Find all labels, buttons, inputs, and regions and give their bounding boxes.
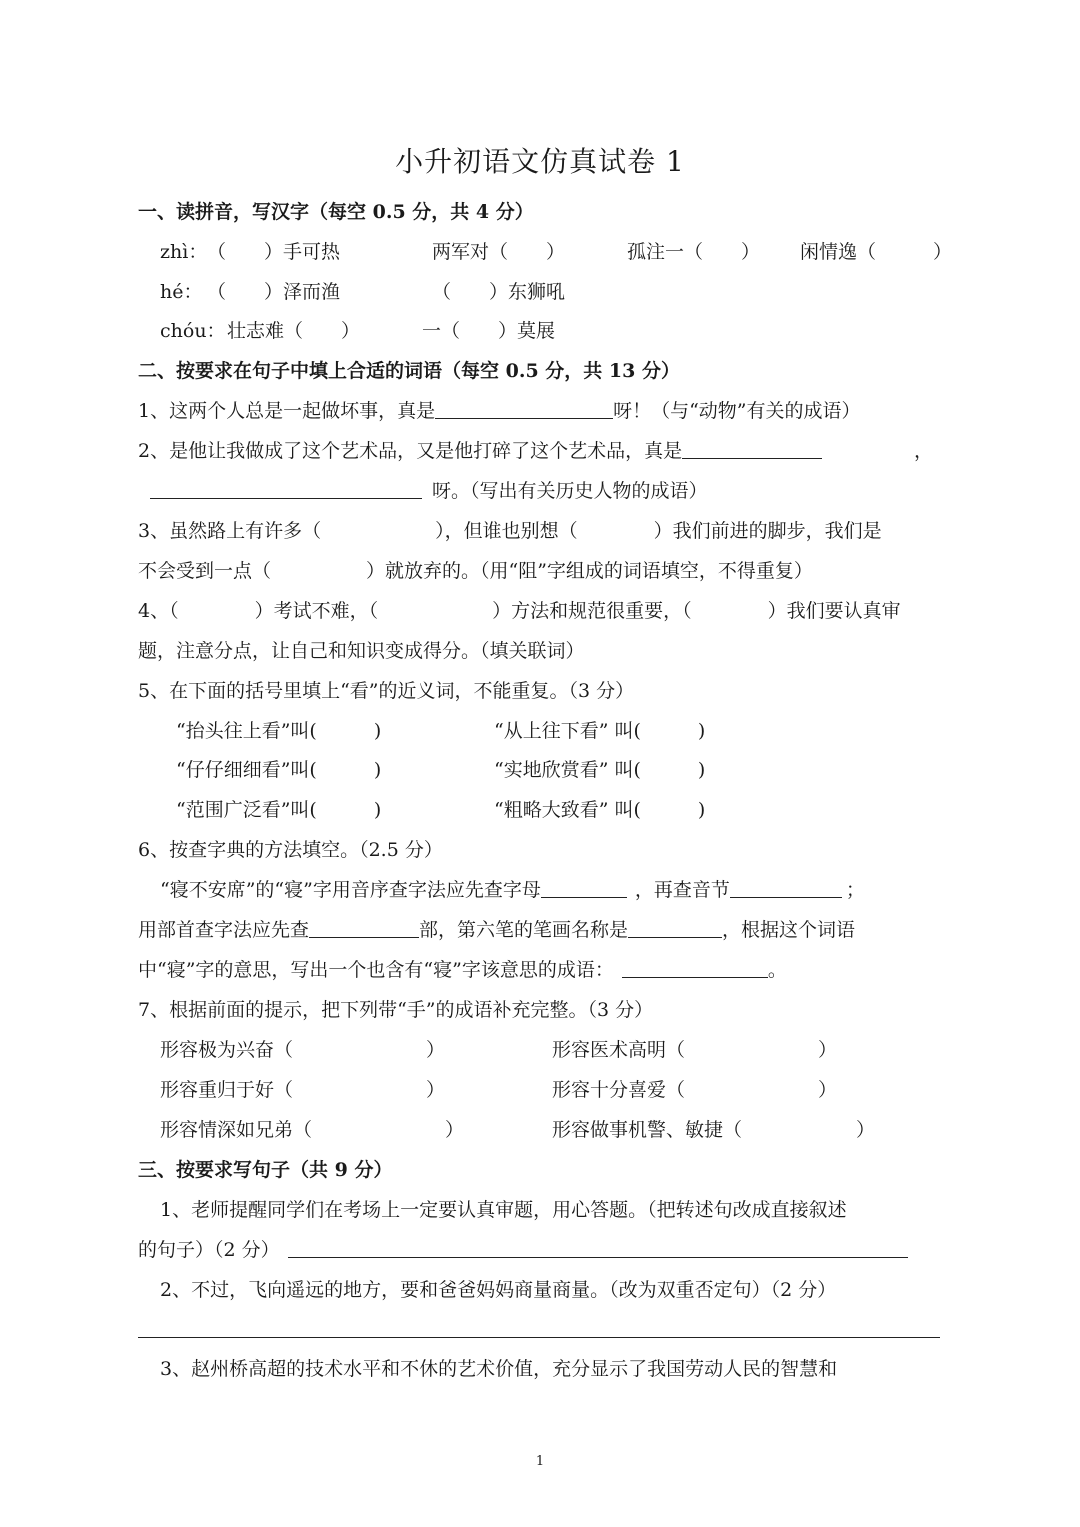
- question-6-text: 中“寝”字的意思，写出一个也含有“寝”字该意思的成语：: [138, 959, 614, 981]
- answer-blank[interactable]: [288, 1237, 908, 1258]
- answer-blank[interactable]: [682, 438, 822, 459]
- question-6-text: 用部首查字法应先查: [138, 919, 310, 941]
- question-2-text: 2、是他让我做成了这个艺术品，又是他打碎了这个艺术品，真是: [138, 440, 683, 462]
- pinyin-zhi-a: （ ）手可热: [207, 241, 341, 263]
- pinyin-zhi-label: zhì：: [160, 241, 208, 263]
- section-3-question-3: 3、赵州桥高超的技术水平和不休的艺术价值，充分显示了我国劳动人民的智慧和: [160, 1358, 838, 1380]
- question-2-hint: 呀。（写出有关历史人物的成语）: [432, 480, 708, 502]
- question-5-item: “粗略大致看” 叫( ): [494, 799, 706, 821]
- question-5-item: “抬头往上看”叫( ): [176, 720, 382, 742]
- question-7-item: 形容极为兴奋（ ）: [160, 1039, 446, 1061]
- page-number: 1: [535, 1454, 545, 1469]
- question-7-item: 形容医术高明（ ）: [552, 1039, 838, 1061]
- question-4-line2: 题，注意分点，让自己和知识变成得分。（填关联词）: [138, 640, 585, 662]
- section-3-question-1-line2: [138, 1237, 908, 1263]
- page-title: 小升初语文仿真试卷 1: [395, 145, 685, 178]
- question-5-item: “仔仔细细看”叫( ): [176, 759, 382, 781]
- answer-blank[interactable]: [150, 478, 422, 499]
- section-3-question-1-line1: 1、老师提醒同学们在考场上一定要认真审题，用心答题。（把转述句改成直接叙述: [160, 1199, 847, 1221]
- question-2-comma: ，: [914, 440, 934, 462]
- question-2-line2: [150, 478, 708, 504]
- pinyin-chou-b: 一（ ）莫展: [422, 320, 556, 342]
- pinyin-zhi-c: 孤注一（ ）: [627, 241, 761, 263]
- pinyin-he-b: （ ）东狮吼: [432, 281, 566, 303]
- question-6-text: ；: [845, 879, 865, 901]
- answer-blank[interactable]: [309, 917, 419, 938]
- question-5-item: “实地欣赏看” 叫( ): [494, 759, 706, 781]
- section-1-heading: 一、读拼音，写汉字（每空 0.5 分，共 4 分）: [138, 201, 534, 223]
- question-7-item: 形容做事机警、敏捷（ ）: [552, 1119, 876, 1141]
- question-6-text: 。: [767, 959, 787, 981]
- question-1: [138, 398, 861, 424]
- section-3-question-2: 2、不过，飞向遥远的地方，要和爸爸妈妈商量商量。（改为双重否定句）（2 分）: [160, 1279, 837, 1301]
- section-2-heading: 二、按要求在句子中填上合适的词语（每空 0.5 分，共 13 分）: [138, 360, 680, 382]
- answer-blank[interactable]: [622, 957, 768, 978]
- question-7-item: 形容情深如兄弟（ ）: [160, 1119, 465, 1141]
- question-5-item: “从上往下看” 叫( ): [494, 720, 706, 742]
- question-1-text: 1、这两个人总是一起做坏事，真是: [138, 400, 436, 422]
- answer-blank[interactable]: [730, 877, 842, 898]
- question-6-text: ，再查音节: [634, 879, 730, 901]
- question-6-text: 部，第六笔的笔画名称是: [419, 919, 629, 941]
- question-3-line1: 3、虽然路上有许多（ ），但谁也别想（ ）我们前进的脚步，我们是: [138, 520, 882, 542]
- answer-line[interactable]: [138, 1337, 940, 1338]
- section-3-question-1-text: 的句子）（2 分）: [138, 1239, 280, 1261]
- question-7: 7、根据前面的提示，把下列带“手”的成语补充完整。（3 分）: [138, 999, 654, 1021]
- question-5-item: “范围广泛看”叫( ): [176, 799, 382, 821]
- question-2: [138, 438, 822, 464]
- question-6-line1: [160, 877, 865, 903]
- pinyin-he-a: （ ）泽而渔: [207, 281, 341, 303]
- pinyin-he-label: hé：: [160, 281, 203, 303]
- question-6: 6、按查字典的方法填空。（2.5 分）: [138, 839, 443, 861]
- section-3-heading: 三、按要求写句子（共 9 分）: [138, 1159, 393, 1181]
- question-6-line3: [138, 957, 787, 983]
- question-5: 5、在下面的括号里填上“看”的近义词，不能重复。（3 分）: [138, 680, 635, 702]
- pinyin-zhi-d: 闲情逸（ ）: [800, 241, 953, 263]
- answer-blank[interactable]: [435, 398, 613, 419]
- question-6-text: “寝不安席”的“寝”字用音序查字法应先查字母: [160, 879, 541, 901]
- question-6-line2: [138, 917, 855, 943]
- answer-blank[interactable]: [541, 877, 627, 898]
- question-7-item: 形容十分喜爱（ ）: [552, 1079, 838, 1101]
- question-4-line1: 4、（ ）考试不难，（ ）方法和规范很重要，（ ）我们要认真审: [138, 600, 901, 622]
- pinyin-chou-label: chóu：: [160, 320, 226, 342]
- question-7-item: 形容重归于好（ ）: [160, 1079, 446, 1101]
- question-6-text: ，根据这个词语: [722, 919, 856, 941]
- pinyin-zhi-b: 两军对（ ）: [432, 241, 566, 263]
- question-1-hint: 呀！（与“动物”有关的成语）: [613, 400, 861, 422]
- question-3-line2: 不会受到一点（ ）就放弃的。（用“阻”字组成的词语填空，不得重复）: [138, 560, 813, 582]
- pinyin-chou-a: 壮志难（ ）: [227, 320, 361, 342]
- answer-blank[interactable]: [628, 917, 722, 938]
